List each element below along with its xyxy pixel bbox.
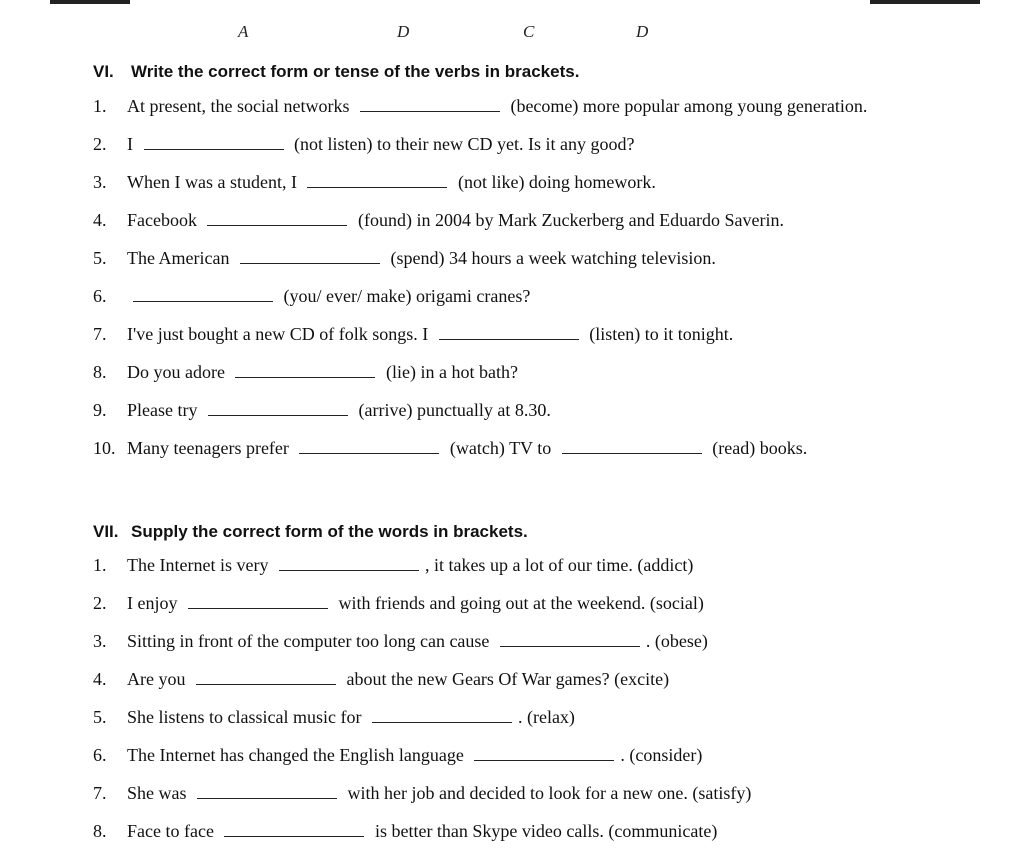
item-number: 8.	[93, 362, 107, 382]
option-label-c: C	[523, 22, 535, 41]
item-text: The American	[127, 248, 234, 268]
item-number: 3.	[93, 631, 107, 651]
item-number: 3.	[93, 172, 107, 192]
item-text: She was	[127, 783, 191, 803]
option-label-a: A	[238, 22, 249, 41]
exercise-item	[93, 400, 867, 438]
item-number: 4.	[93, 210, 107, 230]
item-text: Do you adore	[127, 362, 230, 382]
answer-blank[interactable]	[197, 797, 337, 799]
exercise-item	[93, 593, 751, 631]
answer-blank[interactable]	[360, 110, 500, 112]
item-number: 5.	[93, 707, 107, 727]
item-text: , it takes up a lot of our time. (addict)	[424, 555, 694, 575]
item-text: . (obese)	[645, 631, 708, 651]
section-6-heading	[93, 62, 579, 82]
option-label-b: D	[397, 22, 410, 41]
item-text: The Internet is very	[127, 555, 273, 575]
cropped-text-fragment	[50, 0, 130, 4]
item-number: 2.	[93, 593, 107, 613]
item-text: (not listen) to their new CD yet. Is it any good?	[289, 134, 635, 154]
answer-blank[interactable]	[299, 452, 439, 454]
item-text: (become) more popular among young generation.	[505, 96, 868, 116]
section-7-exercise-list	[93, 555, 751, 859]
exercise-item	[93, 438, 867, 476]
exercise-item	[93, 286, 867, 324]
item-text: Sitting in front of the computer too long can cause	[127, 631, 494, 651]
answer-blank[interactable]	[307, 186, 447, 188]
item-text: is better than Skype video calls. (communicate)	[370, 821, 718, 841]
item-number: 8.	[93, 821, 107, 841]
exercise-item	[93, 210, 867, 248]
section-title: Supply the correct form of the words in brackets.	[131, 522, 528, 541]
exercise-item	[93, 134, 867, 172]
item-text: (not like) doing homework.	[453, 172, 656, 192]
section-6-exercise-list	[93, 96, 867, 476]
answer-blank[interactable]	[188, 607, 328, 609]
item-text: At present, the social networks	[127, 96, 354, 116]
option-label-d: D	[636, 22, 649, 41]
exercise-item	[93, 821, 751, 859]
cropped-text-fragment	[870, 0, 980, 4]
answer-blank[interactable]	[562, 452, 702, 454]
section-7-heading	[93, 522, 528, 542]
section-number: VII.	[93, 522, 119, 541]
item-number: 1.	[93, 555, 107, 575]
item-number: 7.	[93, 324, 107, 344]
answer-blank[interactable]	[500, 645, 640, 647]
exercise-item	[93, 707, 751, 745]
item-text: Are you	[127, 669, 190, 689]
exercise-item	[93, 248, 867, 286]
item-text: I	[127, 134, 138, 154]
item-text: (arrive) punctually at 8.30.	[353, 400, 551, 420]
item-number: 2.	[93, 134, 107, 154]
exercise-item	[93, 555, 751, 593]
item-text: (spend) 34 hours a week watching television.	[385, 248, 716, 268]
section-title: Write the correct form or tense of the verbs in brackets.	[131, 62, 580, 81]
exercise-item	[93, 745, 751, 783]
exercise-item	[93, 96, 867, 134]
answer-blank[interactable]	[372, 721, 512, 723]
item-text: . (relax)	[517, 707, 575, 727]
item-number: 7.	[93, 783, 107, 803]
item-text: When I was a student, I	[127, 172, 302, 192]
cropped-top-area	[0, 0, 1024, 50]
item-text: I've just bought a new CD of folk songs. I	[127, 324, 433, 344]
item-text: (read) books.	[707, 438, 808, 458]
exercise-item	[93, 631, 751, 669]
answer-blank[interactable]	[235, 376, 375, 378]
item-number: 6.	[93, 745, 107, 765]
answer-blank[interactable]	[208, 414, 348, 416]
item-text: (watch) TV to	[445, 438, 556, 458]
answer-blank[interactable]	[279, 569, 419, 571]
item-text: with her job and decided to look for a new one. (satisfy)	[343, 783, 752, 803]
item-number: 6.	[93, 286, 107, 306]
answer-blank[interactable]	[196, 683, 336, 685]
item-text: about the new Gears Of War games? (excite)	[341, 669, 670, 689]
item-text: I enjoy	[127, 593, 182, 613]
item-text: (lie) in a hot bath?	[381, 362, 518, 382]
answer-blank[interactable]	[224, 835, 364, 837]
item-text: Face to face	[127, 821, 219, 841]
exercise-item	[93, 783, 751, 821]
item-number: 5.	[93, 248, 107, 268]
section-number: VI.	[93, 62, 114, 81]
item-text: (found) in 2004 by Mark Zuckerberg and Eduardo Saverin.	[353, 210, 785, 230]
item-text: with friends and going out at the weekend. (social)	[333, 593, 704, 613]
exercise-item	[93, 172, 867, 210]
item-text: Many teenagers prefer	[127, 438, 294, 458]
answer-blank[interactable]	[474, 759, 614, 761]
item-text: She listens to classical music for	[127, 707, 366, 727]
answer-blank[interactable]	[133, 300, 273, 302]
answer-blank[interactable]	[144, 148, 284, 150]
exercise-item	[93, 362, 867, 400]
item-number: 9.	[93, 400, 107, 420]
answer-blank[interactable]	[240, 262, 380, 264]
item-text: Please try	[127, 400, 202, 420]
item-text: Facebook	[127, 210, 202, 230]
answer-blank[interactable]	[439, 338, 579, 340]
exercise-item	[93, 669, 751, 707]
item-text: The Internet has changed the English language	[127, 745, 469, 765]
answer-blank[interactable]	[207, 224, 347, 226]
item-text: (listen) to it tonight.	[584, 324, 734, 344]
item-number: 1.	[93, 96, 107, 116]
exercise-item	[93, 324, 867, 362]
item-text: . (consider)	[620, 745, 703, 765]
item-number: 4.	[93, 669, 107, 689]
item-text: (you/ ever/ make) origami cranes?	[279, 286, 531, 306]
item-number: 10.	[93, 438, 116, 458]
